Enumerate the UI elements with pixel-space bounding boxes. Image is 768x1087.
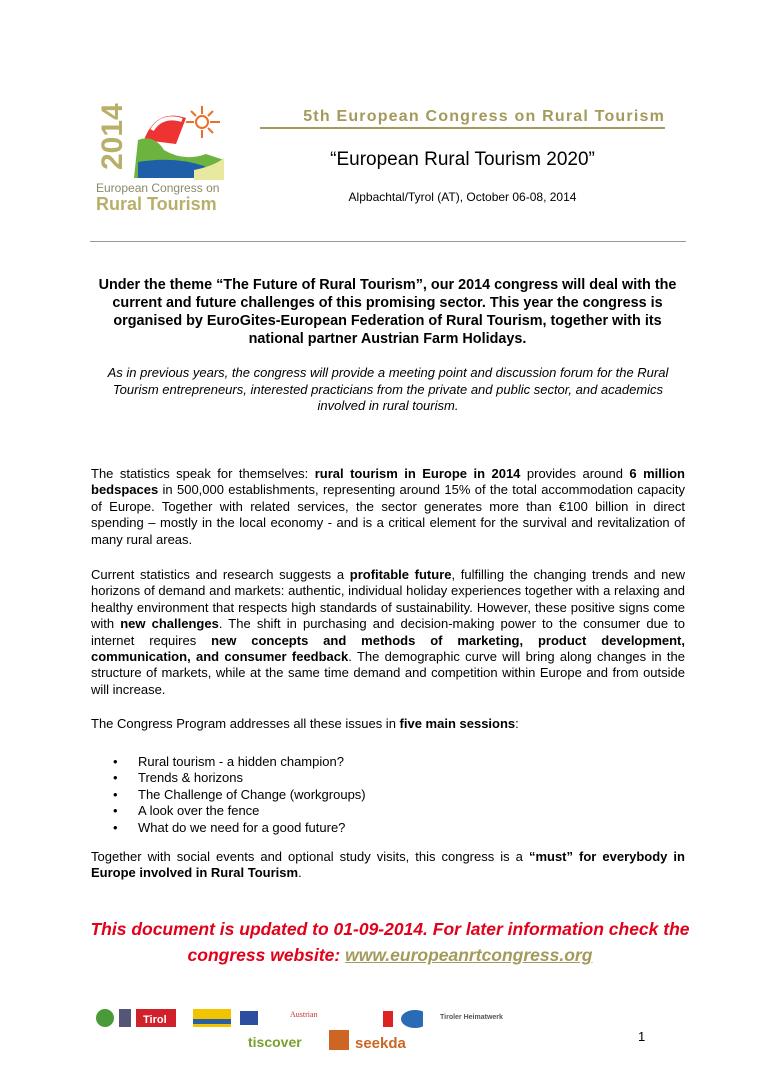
congress-motto: “European Rural Tourism 2020” [330,149,595,170]
sponsor-logos [93,1006,423,1052]
list-item: • What do we need for a good future? [113,820,366,836]
list-item: • A look over the fence [113,803,366,819]
sessions-list [113,754,366,836]
intro-paragraph: As in previous years, the congress will provide a meeting point and discussion forum for the Rural Tourism entrepreneurs, interested practicians from the private and public sector, and academics involved in rural tourism. [107,365,669,413]
website-link[interactable]: www.europeanrtcongress.org [345,945,593,965]
theme-paragraph: Under the theme “The Future of Rural Tourism”, our 2014 congress will deal with the current and future challenges of this promising sector. This year the congress is organised by EuroGites-European Federation of Rural Tourism, together with its national partner Austrian Farm Holidays. [98,277,677,347]
svg-text:Tirol: Tirol [143,1014,167,1026]
statistics-paragraph: The statistics speak for themselves: rural tourism in Europe in 2014 provides around 6 million bedspaces in 500,000 establishments, representing around 15% of the total accommodation capacity of Europe. Together with related services, the sector generates more than €100 billion in direct spending – mostly in the local economy - and is a critical element for the survival and revitalization of many rural areas. [91,466,685,547]
congress-title: 5th European Congress on Rural Tourism [260,108,665,129]
sponsor-tiroler-heimatwerk: Tiroler Heimatwerk [440,1014,503,1021]
location-date: Alpbachtal/Tyrol (AT), October 06-08, 2014 [348,190,577,204]
list-item: • Rural tourism - a hidden champion? [113,754,366,770]
future-paragraph: Current statistics and research suggests a profitable future, fulfilling the changing trends and new horizons of demand and markets: authentic, individual holiday experiences together with a relaxing and healthy environment that respects high standards of sustainability. However, these positive signs come with new challenges. The shift in purchasing and decision-making power to the consumer due to internet requires new concepts and methods of marketing, product development, communication, and consumer feedback. The demographic curve will bring along changes in the structure of markets, while at the same time demand and competition within Europe and from outside will increase. [91,567,686,697]
svg-text:Austrian: Austrian [290,1010,318,1019]
svg-text:2014: 2014 [96,103,129,170]
svg-text:European Congress on: European Congress on [96,181,220,195]
svg-text:tiscover: tiscover [248,1034,302,1050]
svg-text:Rural Tourism: Rural Tourism [96,194,217,212]
page-number: 1 [638,1029,646,1044]
closing-paragraph: Together with social events and optional study visits, this congress is a “must” for everybody in Europe involved in Rural Tourism. [91,849,685,881]
congress-logo [94,100,229,212]
update-notice: This document is updated to 01-09-2014. For later information check the congress website: www.europeanrtcongress.org [90,919,690,965]
divider [90,241,686,242]
program-paragraph: The Congress Program addresses all these issues in five main sessions: [91,716,519,731]
list-item: • The Challenge of Change (workgroups) [113,787,366,803]
svg-text:seekda: seekda [355,1035,406,1052]
list-item: • Trends & horizons [113,770,366,786]
